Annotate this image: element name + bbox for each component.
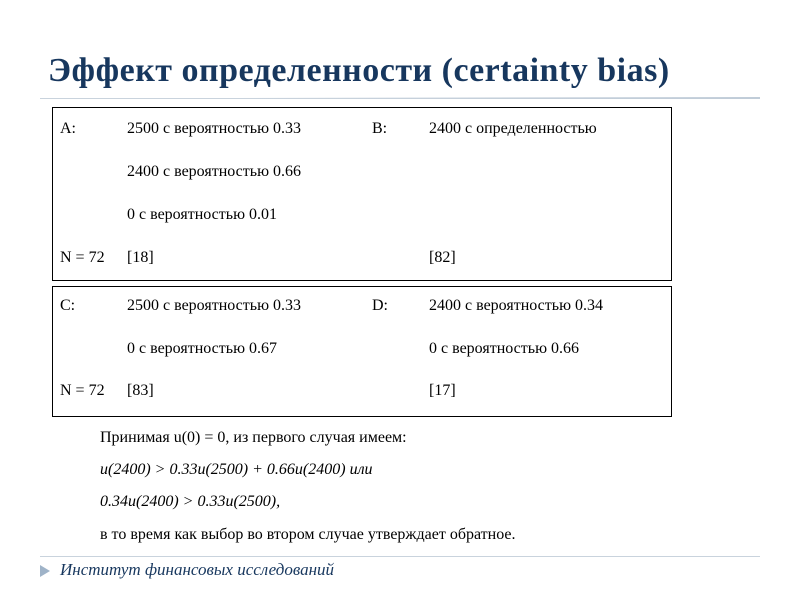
option-a-label: A:: [60, 120, 76, 137]
option-c-label: C:: [60, 297, 76, 314]
option-a-line-2: 2400 с вероятностью 0.66: [127, 163, 302, 180]
option-c-line-2: 0 с вероятностью 0.67: [127, 340, 278, 357]
option-a-line-1: 2500 с вероятностью 0.33: [127, 120, 302, 137]
choice-table-cd: [52, 286, 672, 417]
option-a-result: [18]: [127, 249, 154, 266]
option-c-result: [83]: [127, 382, 154, 399]
option-b-label: B:: [372, 120, 388, 137]
note-line-4: в то время как выбор во втором случае утверждает обратное.: [100, 526, 516, 543]
option-c-line-1: 2500 с вероятностью 0.33: [127, 297, 302, 314]
footer-text: Институт финансовых исследований: [60, 560, 335, 579]
sample-size-label: N = 72: [60, 249, 105, 266]
option-d-line-2: 0 с вероятностью 0.66: [429, 340, 580, 357]
option-d-result: [17]: [429, 382, 456, 399]
option-b-result: [82]: [429, 249, 456, 266]
option-a-line-3: 0 с вероятностью 0.01: [127, 206, 278, 223]
slide-title: Эффект определенности (certainty bias): [48, 52, 670, 89]
note-inequality-1: u(2400) > 0.33u(2500) + 0.66u(2400) или: [100, 461, 373, 478]
note-inequality-2: 0.34u(2400) > 0.33u(2500),: [100, 493, 281, 510]
option-d-label: D:: [372, 297, 388, 314]
footer-divider: [40, 556, 760, 557]
triangle-bullet-icon: [40, 565, 50, 577]
option-b-line-1: 2400 с определенностью: [429, 120, 597, 137]
title-divider: [40, 98, 760, 99]
choice-table-ab: [52, 107, 672, 281]
option-d-line-1: 2400 с вероятностью 0.34: [429, 297, 604, 314]
sample-size-label: N = 72: [60, 382, 105, 399]
note-line-1: Принимая u(0) = 0, из первого случая имеем:: [100, 429, 407, 446]
